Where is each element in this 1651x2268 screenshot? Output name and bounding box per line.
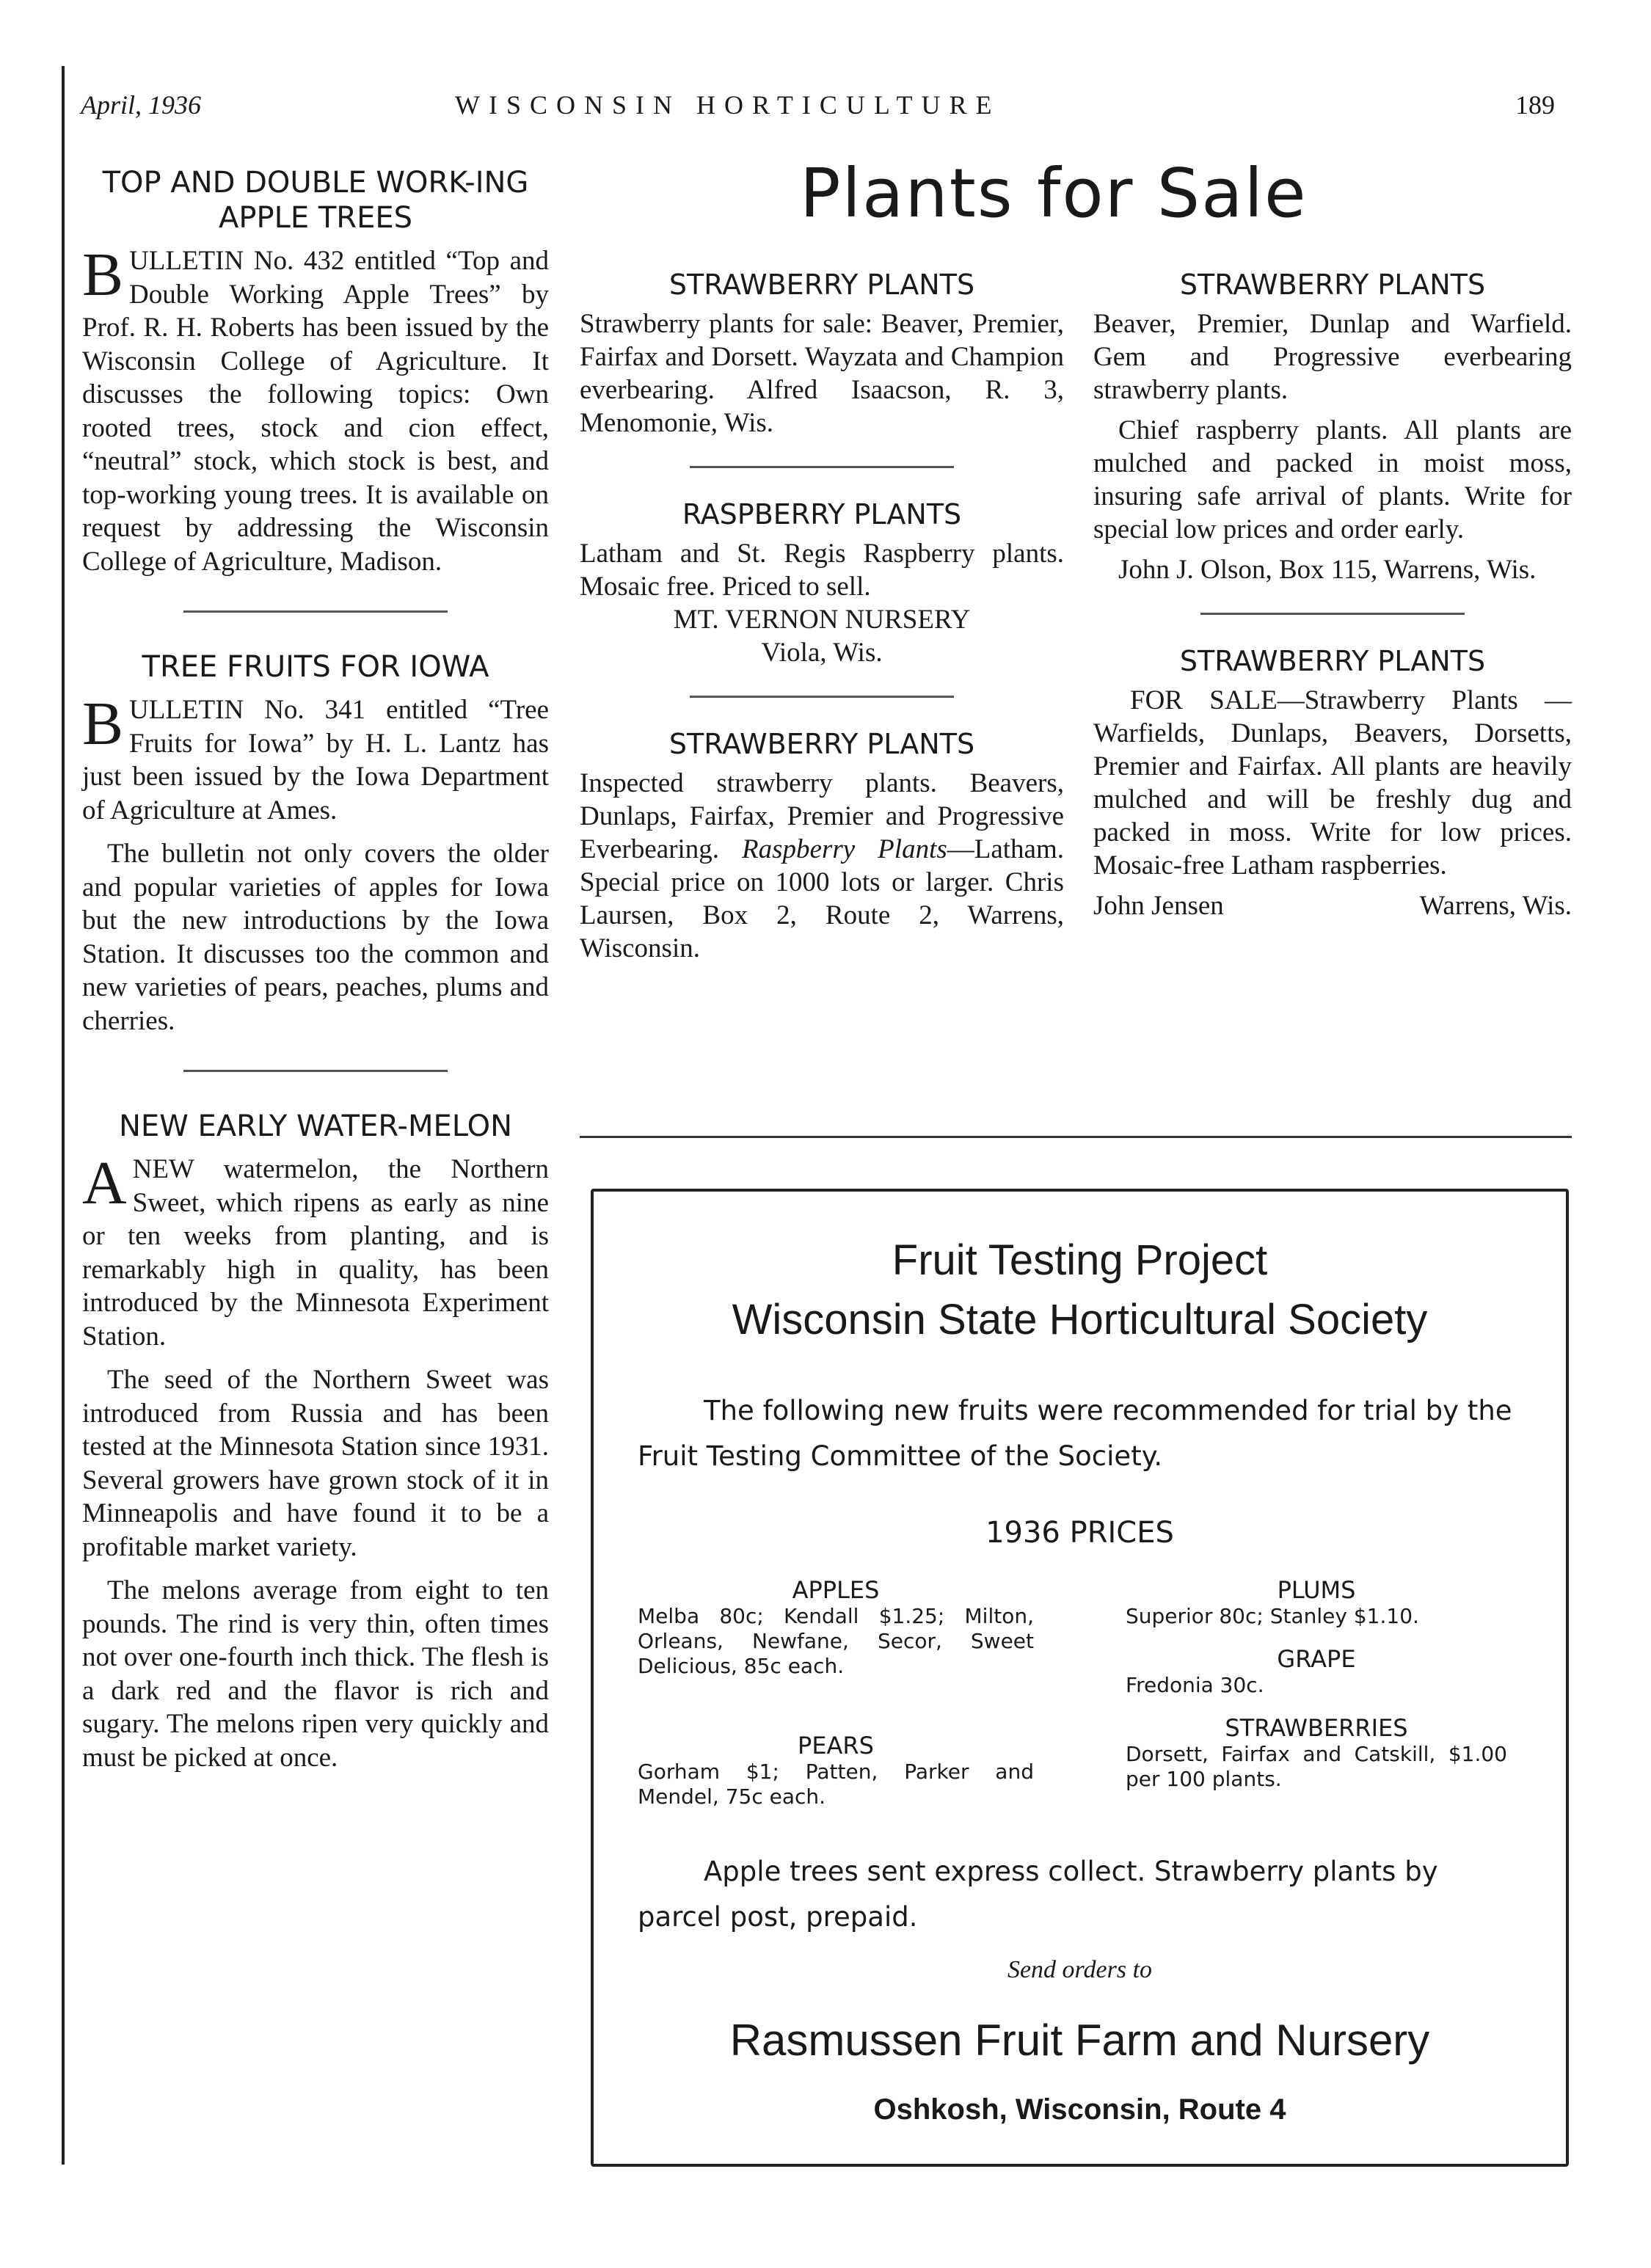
section-rule: [580, 1136, 1572, 1138]
prices-grid: [638, 1576, 1507, 1809]
article-text: ULLETIN No. 432 entitled “Top and Double Working Apple Trees” by Prof. R. H. Roberts has been issued by the Wisconsin College of Agriculture. It discusses the following topics: Own rooted trees, stock and cion effect, “neutral” stock, which stock is best, and top-working young trees. It is available on request by addressing the Wisconsin College of Agriculture, Madison.: [82, 246, 549, 577]
article-title: NEW EARLY WATER-MELON: [119, 1109, 512, 1143]
price-text: Dorsett, Fairfax and Catskill, $1.00 per 100 plants.: [1126, 1742, 1507, 1791]
article-title: TREE FRUITS FOR IOWA: [142, 650, 489, 684]
box-content: [594, 1192, 1566, 2126]
price-heading: PEARS: [798, 1732, 874, 1760]
article-paragraph: The melons average from eight to ten pounds. The rind is very thin, often times not over one-fourth inch thick. The flesh is a dark red and the flavor is rich and sugary. The melons ripen very quickly and must be picked at once.: [82, 1575, 549, 1773]
price-text: Gorham $1; Patten, Parker and Mendel, 75c each.: [638, 1760, 1034, 1809]
article-text: NEW watermelon, the Northern Sweet, which ripens as early as nine or ten weeks from planting, and is remarkably high in quality, has been introduced by the Minnesota Experiment Station.: [82, 1154, 549, 1352]
ad-text-part: —Latham. Special price on 1000 lots or larger. Chris Laursen, Box 2, Route 2, Warrens, Wisconsin.: [580, 834, 1065, 963]
ad-location: Viola, Wis.: [761, 638, 883, 668]
farm-name: Rasmussen Fruit Farm and Nursery: [729, 2016, 1430, 2065]
send-orders: Send orders to: [1007, 1956, 1153, 1983]
article-tree-fruits: [82, 649, 549, 1038]
left-column: [82, 165, 549, 1774]
ad-title: STRAWBERRY PLANTS: [1179, 645, 1486, 677]
box-subtitle: Wisconsin State Horticultural Society: [732, 1296, 1428, 1343]
article-paragraph: The bulletin not only covers the older and popular varieties of apples for Iowa but the new introductions by the Iowa Station. It discusses too the common and new varieties of pears, peaches, plums and cherries.: [82, 839, 549, 1036]
prices-heading: 1936 PRICES: [985, 1516, 1174, 1550]
ad-text: Strawberry plants for sale: Beaver, Premier, Fairfax and Dorsett. Wayzata and Champion everbearing. Alfred Isaacson, R. 3, Menomonie, Wis.: [580, 309, 1064, 438]
article-title: TOP AND DOUBLE WORK-ING APPLE TREES: [102, 166, 529, 235]
article-paragraph: The seed of the Northern Sweet was introduced from Russia and has been tested at the Minnesota Station since 1931. Several growers have grown stock of it in Minneapolis and have found it to be a profitable market variety.: [82, 1365, 549, 1562]
ad-title: RASPBERRY PLANTS: [682, 498, 962, 530]
separator: [690, 466, 954, 468]
box-intro: The following new fruits were recommended for trial by the Fruit Testing Committee of the Society.: [638, 1395, 1512, 1472]
separator: [1200, 613, 1465, 615]
ad-text: Latham and St. Regis Raspberry plants. Mosaic free. Priced to sell.: [580, 539, 1064, 602]
article-body: [82, 690, 549, 827]
price-heading: STRAWBERRIES: [1225, 1714, 1408, 1742]
separator: [183, 610, 448, 613]
price-heading: PLUMS: [1277, 1576, 1356, 1604]
ad-contact: John J. Olson, Box 115, Warrens, Wis.: [1118, 555, 1537, 585]
ad-title: STRAWBERRY PLANTS: [1179, 269, 1486, 301]
article-top-working: [82, 165, 549, 578]
drop-cap: A: [82, 1149, 127, 1217]
separator: [690, 696, 954, 698]
price-heading: APPLES: [792, 1576, 880, 1604]
drop-cap: B: [82, 690, 124, 758]
ad-text: FOR SALE—Strawberry Plants — Warfields, Dunlaps, Beavers, Dorsetts, Premier and Fairfax. All plants are heavily mulched and will be freshly dug and packed in moss. Write for low prices. Mosaic-free Latham raspberries.: [1093, 685, 1572, 880]
price-text: Superior 80c; Stanley $1.10.: [1126, 1604, 1419, 1628]
ads-middle-column: [580, 268, 1064, 965]
ad-paragraph: Chief raspberry plants. All plants are mulched and packed in moist moss, insuring safe arrival of plants. Write for special low prices and order early.: [1093, 415, 1572, 544]
ad-location: Warrens, Wis.: [1419, 891, 1572, 921]
box-title: Fruit Testing Project: [892, 1236, 1268, 1284]
ad-text-part: Inspected strawberry plants. Beavers, Dunlaps, Fairfax, Premier and Progressive Everbearing.: [580, 768, 1064, 864]
ad-title: STRAWBERRY PLANTS: [668, 269, 975, 301]
article-watermelon: [82, 1109, 549, 1774]
header-journal-title: WISCONSIN HORTICULTURE: [455, 90, 1001, 120]
prices-left: [638, 1576, 1034, 1809]
prices-right: [1126, 1576, 1507, 1809]
fruit-testing-box: [591, 1189, 1569, 2167]
ad-text: [580, 767, 1064, 965]
ads-right-column: [1093, 268, 1572, 922]
ad-text: Beaver, Premier, Dunlap and Warfield. Gem and Progressive everbearing strawberry plants.: [1093, 309, 1572, 405]
article-body: [82, 1149, 549, 1353]
left-margin-rule: [62, 66, 65, 2165]
price-text: Fredonia 30c.: [1126, 1673, 1264, 1697]
ad-italic: Raspberry Plants: [742, 834, 947, 864]
ad-name: John Jensen: [1093, 891, 1224, 921]
farm-address: Oshkosh, Wisconsin, Route 4: [873, 2093, 1286, 2126]
article-body: [82, 241, 549, 578]
header-date: April, 1936: [81, 90, 202, 120]
price-heading: GRAPE: [1277, 1645, 1356, 1673]
header-page-number: 189: [1515, 90, 1555, 120]
ad-seller: MT. VERNON NURSERY: [673, 605, 971, 635]
plants-for-sale-title: Plants for Sale: [800, 154, 1308, 233]
price-text: Melba 80c; Kendall $1.25; Milton, Orleans, Newfane, Secor, Sweet Delicious, 85c each.: [638, 1604, 1034, 1678]
shipping-note: Apple trees sent express collect. Strawberry plants by parcel post, prepaid.: [638, 1856, 1438, 1933]
ad-title: STRAWBERRY PLANTS: [668, 728, 975, 760]
ad-signature: [1093, 889, 1572, 922]
drop-cap: B: [82, 241, 124, 309]
separator: [183, 1070, 448, 1072]
article-text: ULLETIN No. 341 entitled “Tree Fruits for Iowa” by H. L. Lantz has just been issued by the Iowa Department of Agriculture at Ames.: [82, 695, 549, 825]
